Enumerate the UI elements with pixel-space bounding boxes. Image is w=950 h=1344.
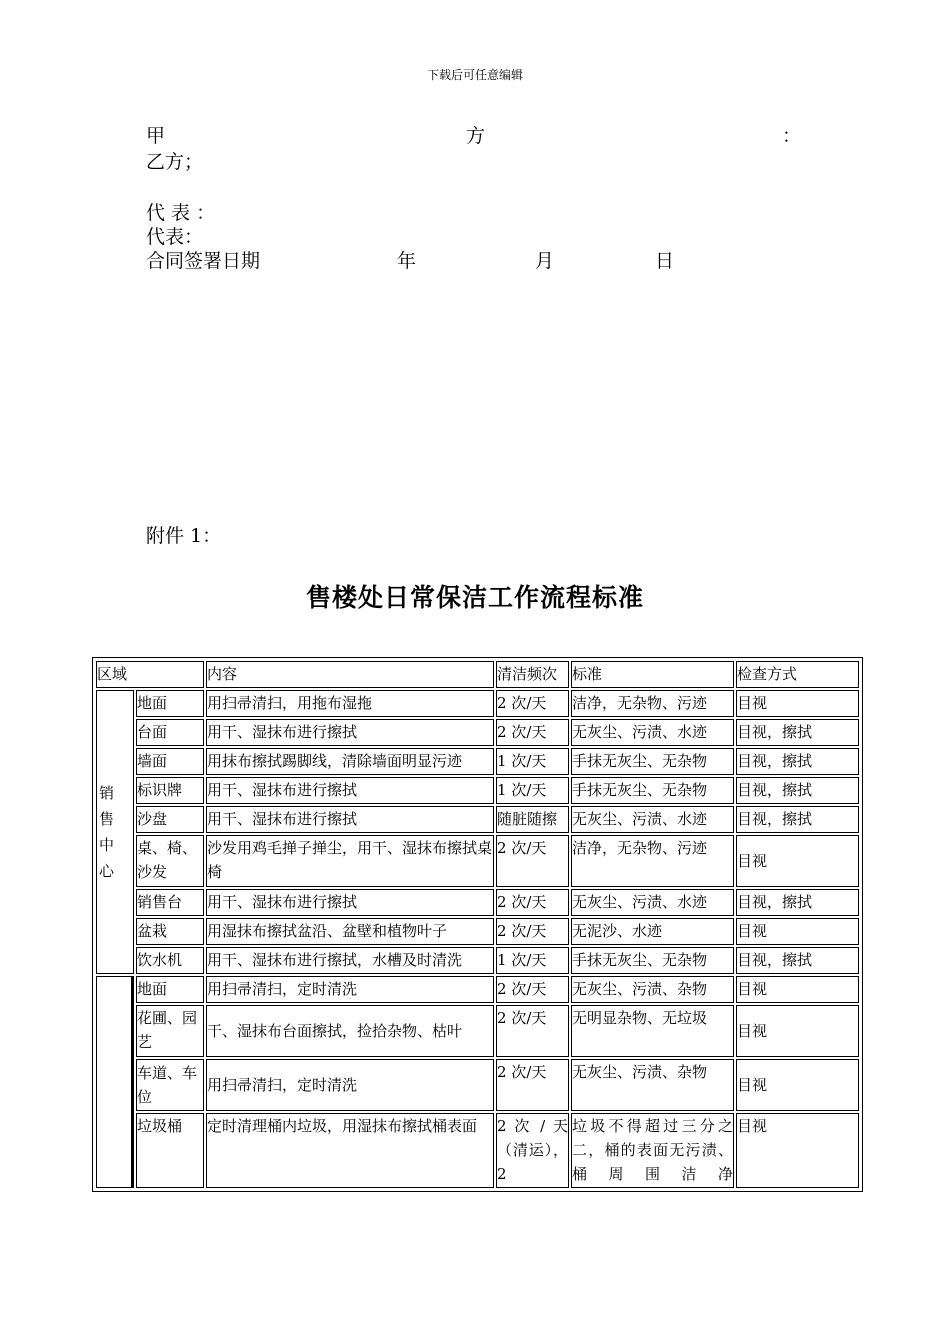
row-standard: 手抹无灰尘、无杂物 [571, 777, 734, 804]
table-row [96, 947, 859, 974]
document-title: 售楼处日常保洁工作流程标准 [305, 583, 644, 612]
row-item: 台面 [136, 719, 204, 746]
row-standard: 洁净，无杂物、污迹 [571, 835, 734, 887]
row-standard: 无灰尘、污渍、杂物 [571, 976, 734, 1003]
row-content: 用扫帚清扫，定时清洗 [206, 1059, 494, 1111]
row-frequency: 1 次/天 [496, 947, 569, 974]
party-a-char1: 甲 [146, 125, 166, 147]
row-standard: 无灰尘、污渍、杂物 [571, 1059, 734, 1111]
area-sales-center: 销 售 中 心 [96, 690, 134, 974]
row-inspection: 目视 [736, 1005, 859, 1057]
row-frequency: 1 次/天 [496, 748, 569, 775]
row-standard: 垃圾不得超过三分之二，桶的表面无污渍、桶周围洁净 [571, 1113, 734, 1188]
header-area: 区域 [96, 661, 204, 688]
party-a-colon: ： [782, 125, 802, 147]
row-standard: 无灰尘、污渍、水迹 [571, 719, 734, 746]
row-content: 用扫帚清扫，用拖布湿拖 [206, 690, 494, 717]
table-row [96, 806, 859, 833]
row-item: 盆栽 [136, 918, 204, 945]
row-standard: 无明显杂物、无垃圾 [571, 1005, 734, 1057]
row-content: 干、湿抹布台面擦拭，捡拾杂物、枯叶 [206, 1005, 494, 1057]
row-standard: 洁净，无杂物、污迹 [571, 690, 734, 717]
row-content: 用干、湿抹布进行擦拭 [206, 777, 494, 804]
header-standard: 标准 [571, 661, 734, 688]
header-content: 内容 [206, 661, 494, 688]
row-frequency: 2 次/天 [496, 835, 569, 887]
header-frequency: 清洁频次 [496, 661, 569, 688]
row-frequency: 1 次/天 [496, 777, 569, 804]
row-inspection: 目视，擦拭 [736, 748, 859, 775]
row-item: 墙面 [136, 748, 204, 775]
row-standard: 无灰尘、污渍、水迹 [571, 889, 734, 916]
table-row [96, 835, 859, 887]
row-content: 用湿抹布擦拭盆沿、盆壁和植物叶子 [206, 918, 494, 945]
table-row [96, 889, 859, 916]
row-item: 地面 [136, 690, 204, 717]
table-row [96, 1005, 859, 1057]
row-inspection: 目视，擦拭 [736, 719, 859, 746]
table-row [96, 748, 859, 775]
sign-date-year: 年 [397, 250, 417, 272]
row-inspection: 目视，擦拭 [736, 777, 859, 804]
row-frequency: 2 次/天 [496, 918, 569, 945]
row-inspection: 目视 [736, 918, 859, 945]
row-inspection: 目视 [736, 1113, 859, 1188]
row-content: 用扫帚清扫，定时清洗 [206, 976, 494, 1003]
row-inspection: 目视 [736, 690, 859, 717]
row-inspection: 目视 [736, 976, 859, 1003]
row-item: 沙盘 [136, 806, 204, 833]
rep-b-label: 代表： [146, 226, 204, 248]
party-b-label: 乙方； [146, 151, 204, 173]
attachment-label: 附件 1： [146, 525, 222, 547]
sign-date-label: 合同签署日期 [146, 250, 261, 272]
row-standard: 无泥沙、水迹 [571, 918, 734, 945]
row-frequency: 2 次/天 [496, 1059, 569, 1111]
sign-date-month: 月 [535, 250, 555, 272]
cleaning-standard-table [92, 657, 863, 1192]
row-inspection: 目视，擦拭 [736, 889, 859, 916]
row-item: 饮水机 [136, 947, 204, 974]
table-header-row [96, 661, 859, 688]
row-content: 用抹布擦拭踢脚线，清除墙面明显污迹 [206, 748, 494, 775]
row-content: 用干、湿抹布进行擦拭 [206, 806, 494, 833]
row-item: 车道、车位 [136, 1059, 204, 1111]
rep-a-label: 代 表 ： [146, 202, 216, 224]
table-row [96, 690, 859, 717]
row-item: 花圃、园艺 [136, 1005, 204, 1057]
header-inspection: 检查方式 [736, 661, 859, 688]
row-inspection: 目视 [736, 1059, 859, 1111]
table-row [96, 719, 859, 746]
row-content: 用干、湿抹布进行擦拭 [206, 889, 494, 916]
row-frequency: 2 次/天 [496, 976, 569, 1003]
row-item: 桌、椅、沙发 [136, 835, 204, 887]
table-row [96, 1113, 859, 1188]
table-row [96, 976, 859, 1003]
row-frequency: 随脏随擦 [496, 806, 569, 833]
sign-date-day: 日 [655, 250, 675, 272]
row-standard: 手抹无灰尘、无杂物 [571, 748, 734, 775]
row-content: 用干、湿抹布进行擦拭 [206, 719, 494, 746]
row-item: 垃圾桶 [136, 1113, 204, 1188]
row-frequency: 2 次/天 [496, 1005, 569, 1057]
table-row [96, 1059, 859, 1111]
row-inspection: 目视，擦拭 [736, 806, 859, 833]
row-inspection: 目视，擦拭 [736, 947, 859, 974]
row-content: 沙发用鸡毛掸子掸尘，用干、湿抹布擦拭桌椅 [206, 835, 494, 887]
row-inspection: 目视 [736, 835, 859, 887]
row-item: 地面 [136, 976, 204, 1003]
table-row [96, 777, 859, 804]
row-frequency: 2 次/天 [496, 889, 569, 916]
row-frequency: 2 次/天 [496, 690, 569, 717]
row-content: 定时清理桶内垃圾，用湿抹布擦拭桶表面 [206, 1113, 494, 1188]
row-item: 标识牌 [136, 777, 204, 804]
area-outdoor [96, 976, 134, 1188]
row-frequency: 2 次/天 [496, 719, 569, 746]
row-content: 用干、湿抹布进行擦拭，水槽及时清洗 [206, 947, 494, 974]
row-frequency: 2 次 / 天（清运），2 [496, 1113, 569, 1188]
row-item: 销售台 [136, 889, 204, 916]
table-row [96, 918, 859, 945]
header-note: 下载后可任意编辑 [426, 68, 523, 82]
row-standard: 无灰尘、污渍、水迹 [571, 806, 734, 833]
row-standard: 手抹无灰尘、无杂物 [571, 947, 734, 974]
party-a-char2: 方 [466, 125, 486, 147]
